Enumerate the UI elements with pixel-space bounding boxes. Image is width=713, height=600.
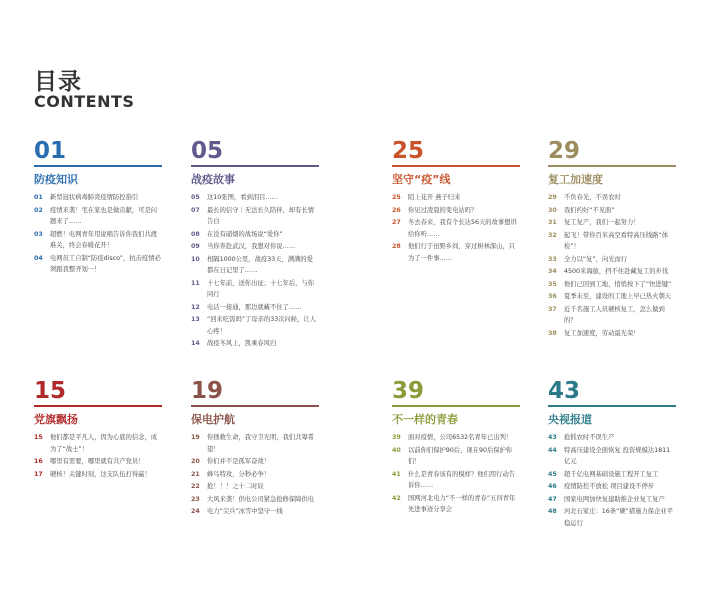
toc-entry[interactable]: [548, 205, 676, 217]
entry-page-number: 45: [548, 470, 557, 478]
toc-entry[interactable]: [191, 229, 319, 241]
entry-title: 起飞！带你百米高空看特高压线路“体检”！: [564, 231, 669, 250]
entry-title: 在没有硝烟的战场说“爱你”: [207, 230, 283, 238]
entry-title: 电网员工自制“防疫disco”，抗击疫情必须跟我整齐划一！: [50, 254, 161, 273]
toc-entry[interactable]: [191, 506, 319, 518]
entry-title: 以前你们保护90后，现在90后保护你们！: [408, 446, 513, 465]
entry-page-number: 21: [191, 470, 200, 478]
entry-page-number: 24: [191, 508, 200, 515]
entry-title: 电话一接通，那边就藏不住了……: [207, 303, 302, 311]
toc-section: [548, 138, 676, 339]
toc-entry[interactable]: [392, 469, 520, 492]
toc-entry[interactable]: [34, 205, 162, 228]
section-number: 25: [392, 138, 425, 164]
section-divider: [34, 165, 162, 167]
toc-section: [392, 378, 520, 516]
entry-title: 战疫冬风上，凯乘春风归: [207, 340, 277, 347]
toc-entry[interactable]: [34, 192, 162, 204]
toc-section: [34, 378, 162, 480]
toc-section: [548, 378, 676, 529]
entry-page-number: 15: [34, 434, 43, 441]
toc-entry[interactable]: [392, 445, 520, 468]
toc-entry[interactable]: [548, 328, 676, 340]
entry-page-number: 38: [548, 329, 557, 337]
entry-title: 你们并不是孤军奋战！: [207, 458, 270, 465]
section-number: 39: [392, 378, 425, 404]
entry-page-number: 31: [548, 219, 557, 226]
entry-page-number: 42: [392, 494, 401, 502]
entry-title: 十七年前，送你出征；十七年后，与你同行: [207, 279, 315, 298]
section-number: 43: [548, 378, 581, 404]
toc-entry[interactable]: [548, 432, 676, 444]
toc-entry[interactable]: [191, 338, 319, 350]
entry-title: 面对疫情，公司6532名青年已出列！: [408, 434, 513, 441]
entry-page-number: 09: [191, 243, 200, 250]
toc-entry[interactable]: [191, 278, 319, 301]
entry-page-number: 05: [191, 194, 200, 201]
entry-title: 他们已回到工地，悄悄按下了“快进键”: [564, 280, 672, 288]
entry-title: 特高压建设全面恢复 投资规模达1811亿元: [564, 446, 671, 465]
toc-entry[interactable]: [191, 254, 319, 277]
entry-page-number: 17: [34, 470, 43, 478]
entry-title: 哪里有需要，哪里就有共产党员！: [50, 458, 145, 465]
toc-entry[interactable]: [548, 217, 676, 229]
title-cn: 目录: [34, 69, 82, 95]
entry-title: 陌上花开 燕子归来: [408, 194, 461, 201]
entry-title: 最长的信守｜无法长久陪伴，却有长情告白: [207, 206, 315, 225]
section-title: 央视报道: [548, 413, 592, 426]
toc-entry[interactable]: [392, 493, 520, 516]
entry-page-number: 35: [548, 280, 557, 288]
entry-title: 抢抓农时不误生产: [564, 434, 615, 441]
entry-page-number: 25: [392, 194, 401, 201]
section-divider: [191, 165, 319, 167]
toc-section: [191, 138, 319, 350]
entry-title: 抢！！！之十二时辰: [207, 483, 264, 490]
entry-page-number: 36: [548, 293, 557, 300]
toc-entry[interactable]: [191, 314, 319, 337]
toc-entry[interactable]: [548, 506, 676, 529]
entry-page-number: 33: [548, 255, 557, 263]
entry-page-number: 08: [191, 230, 200, 238]
section-title: 保电护航: [191, 413, 235, 426]
section-title: 坚守“疫”线: [392, 173, 451, 186]
section-divider: [392, 405, 520, 407]
entry-title: 硬核！关键时刻，这支队伍打得赢！: [50, 470, 151, 478]
entry-title: 不负春光，不误农时: [564, 194, 621, 201]
section-divider: [548, 405, 676, 407]
entry-title: 近千名施工人员硬核复工，怎么做到的？: [564, 305, 665, 324]
section-title: 防疫知识: [34, 173, 78, 186]
entry-page-number: 01: [34, 194, 43, 201]
toc-entry[interactable]: [548, 230, 676, 253]
section-title: 复工加速度: [548, 173, 603, 186]
toc-entry[interactable]: [548, 469, 676, 481]
entry-title: 河北石家庄：16条“硬”措施力保企业平稳运行: [564, 508, 673, 527]
toc-entry[interactable]: [34, 469, 162, 481]
entry-title: 国家电网加快复建助推企业复工复产: [564, 495, 665, 503]
section-divider: [34, 405, 162, 407]
entry-page-number: 40: [392, 446, 401, 454]
toc-entry[interactable]: [34, 253, 162, 276]
entry-page-number: 47: [548, 495, 557, 503]
toc-entry[interactable]: [548, 304, 676, 327]
toc-entry[interactable]: [191, 494, 319, 506]
entry-page-number: 39: [392, 434, 401, 441]
entry-title: 他们都是平凡人，因为心底的信念，成为了“战士”！: [50, 434, 158, 453]
entry-page-number: 34: [548, 268, 557, 275]
entry-title: 什么是青春该有的模样？他们用行动告诉你……: [408, 470, 516, 489]
entry-page-number: 03: [34, 230, 43, 238]
entry-title: 他们行于田野乡间，穿过树林深山，只为了一件事……: [408, 243, 516, 262]
entry-page-number: 19: [191, 434, 200, 441]
section-title: 党旗飘扬: [34, 413, 78, 426]
entry-title: 疫情来袭！宅在家也是做贡献，可是问题来了……: [50, 206, 158, 225]
toc-entry[interactable]: [548, 266, 676, 278]
entry-page-number: 10: [191, 255, 200, 263]
entry-title: 夏季未至，建设的工地上早已热火朝天: [564, 293, 672, 300]
toc-entry[interactable]: [191, 241, 319, 253]
section-divider: [392, 165, 520, 167]
entry-title: 我们约好“不见面”: [564, 206, 615, 214]
toc-entry[interactable]: [191, 481, 319, 493]
entry-title: 超千亿电网基础设施工程开工复工: [564, 470, 659, 478]
toc-entry[interactable]: [34, 456, 162, 468]
entry-page-number: 16: [34, 458, 43, 465]
toc-entry[interactable]: [34, 229, 162, 252]
toc-entry[interactable]: [191, 469, 319, 481]
entry-page-number: 12: [191, 303, 200, 311]
toc-entry[interactable]: [392, 241, 520, 264]
toc-entry[interactable]: [392, 205, 520, 217]
entry-title: 大风来袭！供电公司紧急抢修保障供电: [207, 495, 315, 503]
section-number: 29: [548, 138, 581, 164]
entry-title: 超燃！电网青年用说唱告诉你我们共渡难关，终会春暖花开！: [50, 230, 158, 249]
entry-page-number: 32: [548, 231, 557, 239]
toc-entry[interactable]: [548, 279, 676, 291]
section-number: 19: [191, 378, 224, 404]
entry-page-number: 23: [191, 495, 200, 503]
title-en: CONTENTS: [34, 92, 135, 111]
entry-page-number: 07: [191, 206, 200, 214]
entry-title: “回来吃饭吗”了母亲的33次问候，让人心疼！: [207, 316, 316, 335]
toc-entry[interactable]: [392, 217, 520, 240]
entry-title: 电力“尖兵”冰雪中坚守一线: [207, 508, 283, 515]
entry-title: 复工加速度，劳动最光荣！: [564, 329, 640, 337]
toc-entry[interactable]: [548, 291, 676, 303]
entry-title: 蜂鸟特攻，分秒必争！: [207, 470, 270, 478]
entry-title: 你拯救生命，我守卫光明，我们共筹希望！: [207, 434, 315, 453]
section-number: 15: [34, 378, 67, 404]
entry-page-number: 02: [34, 206, 43, 214]
entry-page-number: 26: [392, 206, 401, 214]
toc-entry[interactable]: [548, 494, 676, 506]
entry-page-number: 37: [548, 305, 557, 313]
entry-title: 全力以“复”，向光而行: [564, 255, 628, 263]
entry-page-number: 27: [392, 219, 401, 226]
entry-title: 国网河北电力“不一样的青春”五四青年先进事迹分享会: [408, 494, 516, 513]
entry-page-number: 44: [548, 446, 557, 454]
entry-page-number: 41: [392, 470, 401, 478]
toc-entry[interactable]: [548, 481, 676, 493]
entry-title: 复工复产，我们一起努力！: [564, 219, 640, 226]
entry-page-number: 46: [548, 483, 557, 490]
section-number: 01: [34, 138, 67, 164]
toc-entry[interactable]: [191, 192, 319, 204]
entry-page-number: 13: [191, 316, 200, 323]
toc-entry[interactable]: [191, 456, 319, 468]
toc-entry[interactable]: [191, 205, 319, 228]
section-title: 不一样的青春: [392, 413, 458, 426]
entry-page-number: 29: [548, 194, 557, 201]
toc-entry[interactable]: [34, 432, 162, 455]
toc-entry[interactable]: [191, 302, 319, 314]
toc-section: [34, 138, 162, 276]
entry-title: 新型冠状病毒肺炎疫情防控指引: [50, 194, 139, 201]
entry-title: 冬去春来，我有个长达56天的故事想讲给你听……: [408, 219, 517, 238]
entry-page-number: 20: [191, 458, 200, 465]
entry-title: 你见过凌晨的变电站吗？: [408, 206, 478, 214]
entry-page-number: 30: [548, 206, 557, 214]
section-divider: [191, 405, 319, 407]
entry-page-number: 48: [548, 508, 557, 515]
entry-page-number: 04: [34, 254, 43, 262]
entry-title: 相隔1000公里，战疫33天，满满的爱都在日记里了……: [207, 255, 313, 274]
section-divider: [548, 165, 676, 167]
entry-page-number: 11: [191, 279, 200, 287]
toc-section: [392, 138, 520, 264]
entry-page-number: 22: [191, 483, 200, 490]
entry-title: 疫情防控不放松 项目建设不停步: [564, 483, 655, 490]
toc-entry[interactable]: [548, 445, 676, 468]
toc-entry[interactable]: [548, 254, 676, 266]
entry-title: 这10张图，看到泪目……: [207, 194, 278, 201]
entry-title: 4500米海拔，挡不住赴藏复工的步伐: [564, 268, 669, 275]
toc-entry[interactable]: [191, 432, 319, 455]
toc-entry[interactable]: [392, 192, 520, 204]
entry-page-number: 43: [548, 434, 557, 441]
toc-entry[interactable]: [392, 432, 520, 444]
toc-section: [191, 378, 319, 518]
section-title: 战疫故事: [191, 173, 235, 186]
section-number: 05: [191, 138, 224, 164]
entry-page-number: 28: [392, 243, 401, 250]
entry-title: 当你奔赴武汉，我想对你说……: [207, 243, 296, 250]
entry-page-number: 14: [191, 340, 200, 347]
toc-entry[interactable]: [548, 192, 676, 204]
